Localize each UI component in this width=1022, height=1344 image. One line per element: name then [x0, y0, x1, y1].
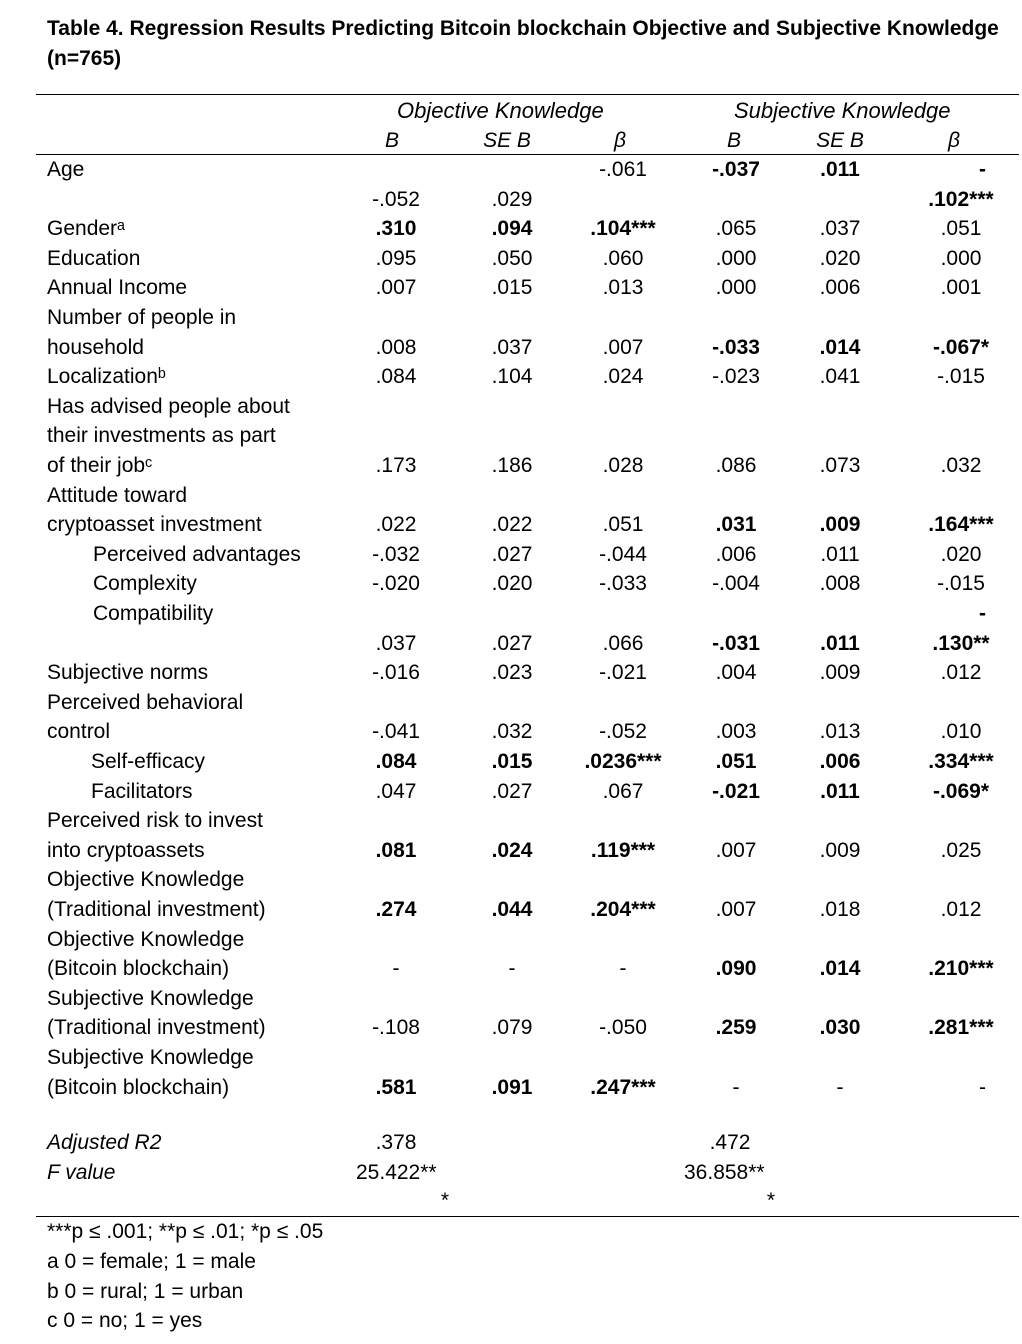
cell-subj-beta: - — [979, 1075, 986, 1099]
cell-subj-beta: .281*** — [928, 1016, 994, 1040]
cell-subj-b: .003 — [715, 720, 757, 744]
row-label: (Traditional investment) — [47, 1016, 266, 1040]
row-label: Self-efficacy — [91, 750, 205, 773]
top-rule — [36, 94, 1019, 95]
cell-obj-b: .007 — [375, 276, 417, 300]
cell-obj-beta: .204*** — [590, 898, 656, 921]
cell-obj-beta: .024 — [602, 365, 644, 389]
cell-subj-b: .051 — [715, 750, 757, 773]
cell-obj-beta: .0236*** — [584, 750, 662, 773]
cell-obj-se: .027 — [491, 779, 533, 803]
cell-subj-beta: .000 — [940, 246, 982, 270]
row-label: Localizationᵇ — [47, 365, 166, 389]
cell-subj-beta: .051 — [940, 217, 982, 241]
row-label: household — [47, 335, 144, 359]
cell-obj-b: .310 — [375, 217, 417, 241]
cell-subj-b: .007 — [715, 838, 757, 862]
cell-obj-b: -.052 — [372, 187, 420, 211]
cell-subj-beta: .025 — [940, 838, 982, 862]
cell-obj-se: .186 — [491, 454, 533, 477]
cell-obj-b: -.108 — [372, 1016, 420, 1040]
cell-subj-beta: -.015 — [937, 572, 985, 596]
cell-obj-b: .081 — [375, 838, 417, 862]
cell-subj-se: .073 — [819, 454, 861, 477]
cell-subj-se: .030 — [819, 1016, 861, 1040]
cell-subj-beta: -.067* — [932, 335, 990, 359]
cell-subj-beta: -.015 — [937, 365, 985, 389]
cell-obj-se: .020 — [491, 572, 533, 596]
f-value-subjective-cont: * — [766, 1189, 776, 1212]
cell-obj-se: - — [508, 957, 516, 981]
cell-obj-b: .581 — [375, 1075, 417, 1099]
cell-subj-b: -.021 — [712, 779, 760, 803]
group-header-objective: Objective Knowledge — [397, 98, 604, 123]
adjusted-r2-label: Adjusted R2 — [47, 1131, 162, 1154]
cell-subj-beta: - — [979, 158, 986, 181]
cell-obj-beta: .119*** — [590, 838, 656, 862]
cell-subj-se: .018 — [819, 898, 861, 921]
cell-obj-b: .047 — [375, 779, 417, 803]
cell-subj-b: .259 — [715, 1016, 757, 1040]
row-label: (Traditional investment) — [47, 898, 266, 921]
row-label: into cryptoassets — [47, 838, 205, 862]
cell-obj-b: .008 — [375, 335, 417, 359]
cell-obj-se: .032 — [491, 720, 533, 744]
row-label: Annual Income — [47, 276, 188, 300]
row-label: cryptoasset investment — [47, 513, 262, 537]
f-value-subjective: 36.858** — [684, 1161, 765, 1184]
cell-subj-beta: .334*** — [928, 750, 994, 773]
cell-subj-beta: .012 — [940, 661, 982, 685]
cell-subj-se: .006 — [819, 750, 861, 773]
cell-obj-b: -.041 — [372, 720, 420, 744]
cell-subj-beta: - — [979, 602, 986, 625]
row-label: Complexity — [93, 572, 197, 596]
cell-obj-b: -.032 — [372, 542, 420, 566]
note-advised: c 0 = no; 1 = yes — [47, 1309, 203, 1332]
row-label: Perceived risk to invest — [47, 809, 263, 833]
cell-obj-beta: -.021 — [599, 661, 647, 685]
cell-subj-b: .090 — [715, 957, 757, 981]
cell-obj-se: .015 — [491, 750, 533, 773]
row-label: their investments as part — [47, 424, 276, 448]
cell-subj-se: .009 — [819, 513, 861, 537]
cell-obj-beta: -.033 — [599, 572, 647, 596]
cell-obj-se: .022 — [491, 513, 533, 537]
cell-subj-b: .004 — [715, 661, 757, 685]
cell-subj-se: .011 — [820, 158, 860, 181]
row-label: Age — [47, 158, 85, 181]
cell-obj-beta: .104*** — [590, 217, 656, 241]
cell-subj-b: .007 — [715, 898, 757, 921]
cell-obj-se: .104 — [491, 365, 533, 389]
cell-obj-b: .173 — [375, 454, 417, 477]
cell-obj-b: .084 — [375, 750, 417, 773]
row-label: Subjective Knowledge — [47, 986, 254, 1010]
cell-subj-b: .006 — [715, 542, 757, 566]
row-label: Subjective norms — [47, 661, 209, 685]
note-localization: b 0 = rural; 1 = urban — [47, 1280, 244, 1303]
cell-obj-beta: -.050 — [599, 1016, 647, 1040]
cell-subj-se: .011 — [820, 542, 860, 566]
cell-subj-beta: .020 — [940, 542, 982, 566]
row-label: of their jobᶜ — [47, 454, 153, 477]
cell-obj-se: .044 — [491, 898, 533, 921]
cell-subj-b: -.037 — [712, 158, 760, 181]
cell-subj-beta: .010 — [940, 720, 982, 744]
cell-obj-se: .050 — [491, 246, 533, 270]
cell-obj-beta: -.044 — [599, 542, 647, 566]
row-label: Compatibility — [93, 602, 214, 625]
row-label: Objective Knowledge — [47, 927, 245, 951]
cell-obj-beta: .060 — [602, 246, 644, 270]
row-label: Subjective Knowledge — [47, 1046, 254, 1069]
cell-subj-beta: -.069* — [932, 779, 990, 803]
cell-obj-b: .022 — [375, 513, 417, 537]
cell-obj-b: .095 — [375, 246, 417, 270]
cell-obj-beta: .247*** — [590, 1075, 656, 1099]
cell-obj-se: .024 — [491, 838, 533, 862]
cell-subj-beta: .210*** — [928, 957, 994, 981]
col-header-obj-se: SE B — [483, 129, 531, 152]
cell-obj-beta: .007 — [602, 335, 644, 359]
cell-obj-b: -.020 — [372, 572, 420, 596]
cell-obj-b: .084 — [375, 365, 417, 389]
cell-obj-b: - — [392, 957, 400, 981]
cell-subj-b: .031 — [715, 513, 757, 537]
row-label: Number of people in — [47, 306, 237, 329]
row-label: Objective Knowledge — [47, 868, 245, 892]
cell-obj-se: .023 — [491, 661, 533, 685]
cell-subj-b: -.023 — [712, 365, 760, 389]
cell-obj-beta: -.052 — [599, 720, 647, 744]
col-header-subj-se: SE B — [816, 129, 864, 152]
cell-subj-b: .000 — [715, 276, 757, 300]
col-header-obj-beta: β — [614, 129, 626, 152]
row-label: (Bitcoin blockchain) — [47, 957, 230, 981]
cell-subj-b: .000 — [715, 246, 757, 270]
cell-subj-se: .014 — [819, 335, 861, 359]
cell-subj-b: -.033 — [712, 335, 760, 359]
cell-subj-b: -.004 — [712, 572, 760, 596]
cell-obj-se: .037 — [491, 335, 533, 359]
cell-obj-b: .037 — [375, 631, 417, 655]
cell-subj-b: .086 — [715, 454, 757, 477]
cell-subj-beta: .102*** — [928, 187, 994, 211]
cell-subj-se: .006 — [819, 276, 861, 300]
cell-obj-beta: .067 — [602, 779, 644, 803]
cell-subj-beta: .164*** — [928, 513, 994, 537]
cell-subj-se: .011 — [820, 631, 860, 655]
cell-subj-se: .011 — [820, 779, 860, 803]
cell-subj-beta: .012 — [940, 898, 982, 921]
row-label: Attitude toward — [47, 483, 188, 507]
note-significance: ***p ≤ .001; **p ≤ .01; *p ≤ .05 — [47, 1220, 324, 1243]
f-value-objective-cont: * — [440, 1189, 450, 1212]
cell-subj-beta: .001 — [940, 276, 982, 300]
cell-obj-b: -.016 — [372, 661, 420, 685]
col-header-obj-b: B — [384, 129, 399, 152]
cell-obj-beta: .051 — [602, 513, 644, 537]
row-label: Facilitators — [91, 779, 193, 803]
cell-subj-se: .041 — [819, 365, 861, 389]
cell-obj-b: .274 — [375, 898, 417, 921]
cell-obj-se: .079 — [491, 1016, 533, 1040]
cell-subj-se: .013 — [819, 720, 861, 744]
cell-obj-beta: .028 — [602, 454, 644, 477]
row-label: control — [47, 720, 111, 744]
cell-subj-se: .008 — [819, 572, 861, 596]
cell-obj-se: .027 — [491, 631, 533, 655]
f-value-objective: 25.422** — [356, 1161, 437, 1184]
row-label: Education — [47, 246, 141, 270]
cell-subj-b: -.031 — [712, 631, 760, 655]
cell-obj-se: .027 — [491, 542, 533, 566]
cell-obj-se: .029 — [491, 187, 533, 211]
col-header-subj-beta: β — [948, 129, 960, 152]
cell-subj-se: - — [836, 1075, 844, 1099]
cell-subj-se: .037 — [819, 217, 861, 241]
cell-obj-beta: -.061 — [599, 158, 647, 181]
row-label: (Bitcoin blockchain) — [47, 1075, 230, 1099]
cell-obj-se: .091 — [491, 1075, 533, 1099]
row-label: Genderᵃ — [47, 217, 125, 241]
row-label: Perceived behavioral — [47, 690, 244, 714]
table-title: Table 4. Regression Results Predicting Bitcoin blockchain Objective and Subjective Knowledge (n=765) — [47, 17, 999, 70]
group-header-subjective: Subjective Knowledge — [734, 98, 951, 123]
cell-subj-se: .014 — [819, 957, 861, 981]
note-gender: a 0 = female; 1 = male — [47, 1250, 256, 1273]
adjusted-r2-objective: .378 — [375, 1131, 417, 1154]
adjusted-r2-subjective: .472 — [709, 1131, 751, 1154]
cell-subj-beta: .032 — [940, 454, 982, 477]
f-value-label: F value — [47, 1161, 116, 1184]
cell-subj-se: .009 — [819, 661, 861, 685]
col-header-subj-b: B — [726, 129, 741, 152]
cell-subj-b: .065 — [715, 217, 757, 241]
cell-subj-se: .020 — [819, 246, 861, 270]
row-label: Perceived advantages — [93, 542, 301, 566]
cell-subj-b: - — [732, 1075, 740, 1099]
cell-subj-beta: .130** — [932, 631, 990, 655]
row-label: Has advised people about — [47, 394, 290, 418]
cell-obj-beta: .013 — [602, 276, 644, 300]
cell-obj-se: .094 — [491, 217, 533, 241]
cell-subj-se: .009 — [819, 838, 861, 862]
cell-obj-beta: - — [619, 957, 627, 981]
cell-obj-beta: .066 — [602, 631, 644, 655]
cell-obj-se: .015 — [491, 276, 533, 300]
